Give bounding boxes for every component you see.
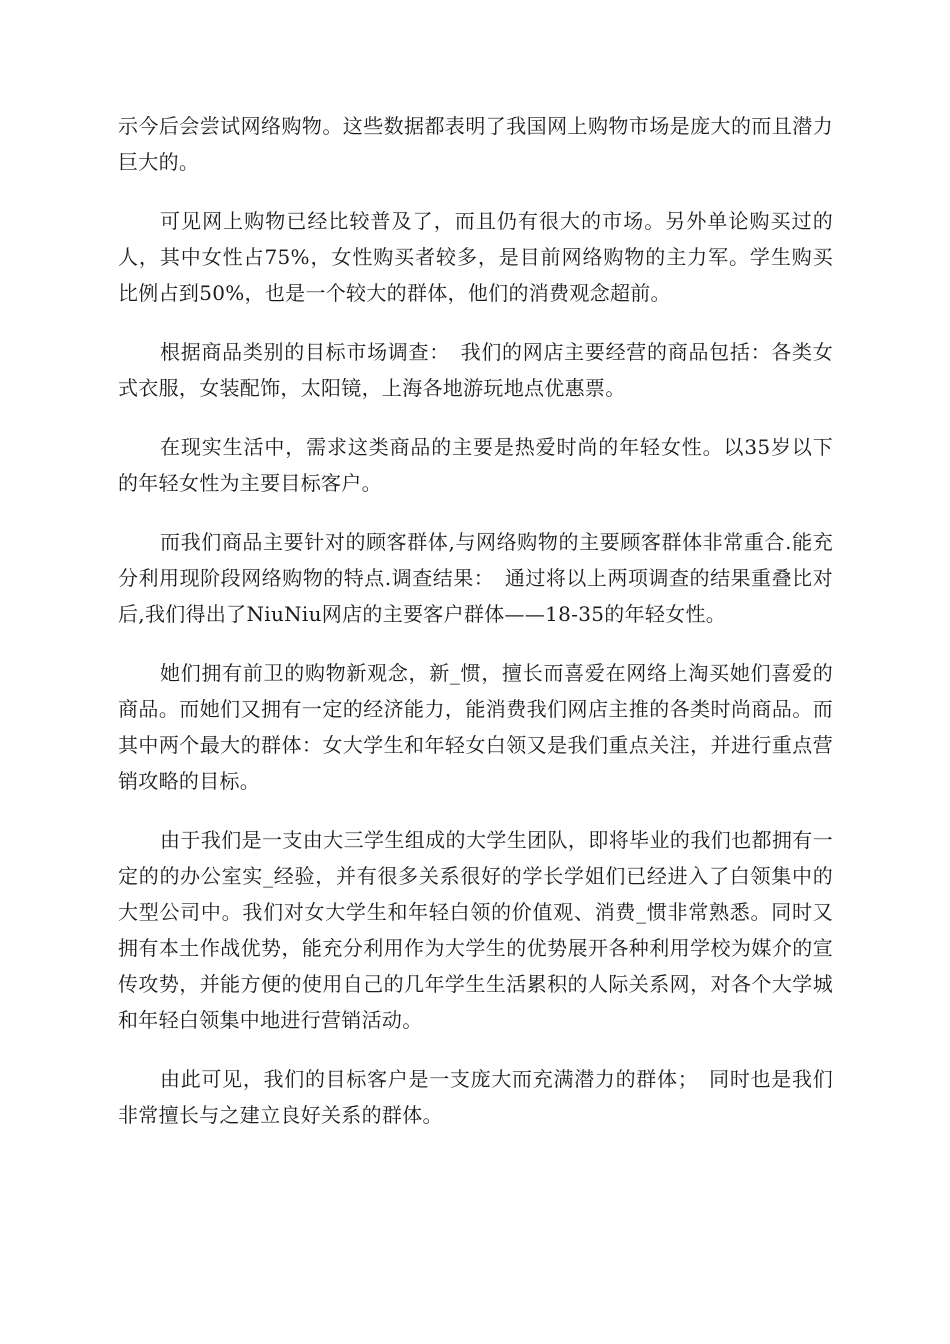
paragraph-conclusion: 由此可见，我们的目标客户是一支庞大而充满潜力的群体； 同时也是我们非常擅长与之建立良好关系的群体。 — [118, 1067, 833, 1127]
paragraph-customer-traits: 她们拥有前卫的购物新观念，新_惯，擅长而喜爱在网络上淘买她们喜爱的商品。而她们又拥有一定的经济能力，能消费我们网店主推的各类时尚商品。而其中两个最大的群体：女大学生和年轻女白领又是我们重点关注，并进行重点营销攻略的目标。 — [118, 661, 833, 793]
paragraph-target-demand: 在现实生活中，需求这类商品的主要是热爱时尚的年轻女性。以35岁以下的年轻女性为主要目标客户。 — [118, 435, 833, 495]
document-page — [118, 108, 833, 1156]
paragraph-survey-result: 而我们商品主要针对的顾客群体,与网络购物的主要顾客群体非常重合.能充分利用现阶段网络购物的特点.调查结果： 通过将以上两项调查的结果重叠比对后,我们得出了NiuNiu网店的主要客户群体——18-35的年轻女性。 — [118, 530, 833, 626]
paragraph-market-popularity: 可见网上购物已经比较普及了，而且仍有很大的市场。另外单论购买过的人，其中女性占75%，女性购买者较多，是目前网络购物的主力军。学生购买比例占到50%，也是一个较大的群体，他们的消费观念超前。 — [118, 209, 833, 305]
paragraph-continuation: 示今后会尝试网络购物。这些数据都表明了我国网上购物市场是庞大的而且潜力巨大的。 — [118, 114, 833, 174]
paragraph-product-categories: 根据商品类别的目标市场调查： 我们的网店主要经营的商品包括：各类女式衣服，女装配饰，太阳镜，上海各地游玩地点优惠票。 — [118, 340, 833, 400]
paragraph-team-advantage: 由于我们是一支由大三学生组成的大学生团队，即将毕业的我们也都拥有一定的的办公室实_经验，并有很多关系很好的学长学姐们已经进入了白领集中的大型公司中。我们对女大学生和年轻白领的价值观、消费_惯非常熟悉。同时又拥有本土作战优势，能充分利用作为大学生的优势展开各种利用学校为媒介的宣传攻势，并能方便的使用自己的几年学生生活累积的人际关系网，对各个大学城和年轻白领集中地进行营销活动。 — [118, 828, 833, 1032]
